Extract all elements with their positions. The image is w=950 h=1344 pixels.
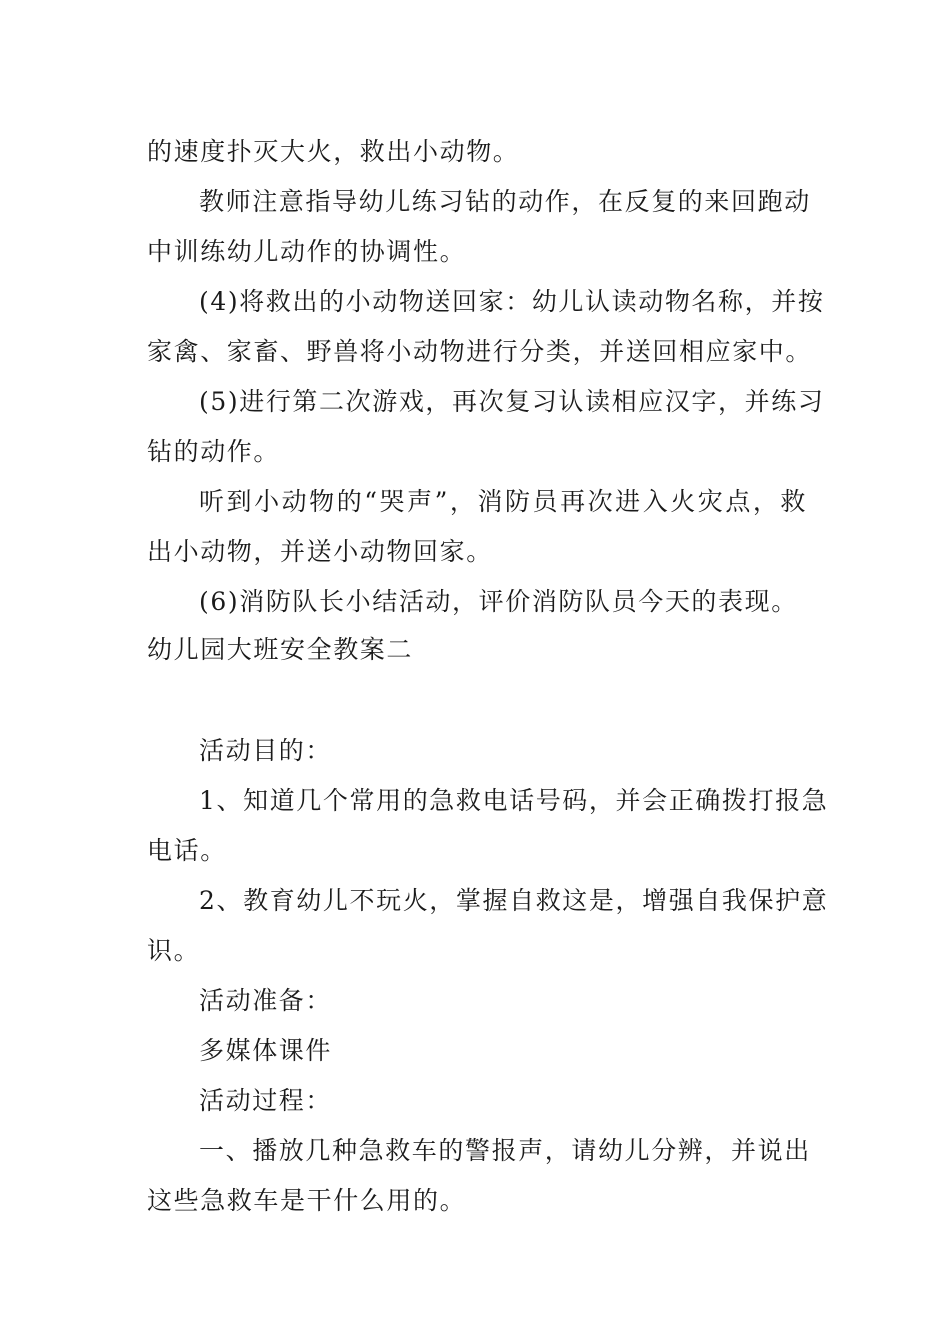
- text-line: 一、播放几种急救车的警报声，请幼儿分辨，并说出: [199, 1136, 811, 1165]
- text-line: 活动过程：: [199, 1086, 333, 1115]
- text-line: (6)消防队长小结活动，评价消防队员今天的表现。: [199, 587, 798, 616]
- text-line: 1、知道几个常用的急救电话号码，并会正确拨打报急: [199, 786, 829, 815]
- text-line: 这些急救车是干什么用的。: [147, 1186, 467, 1215]
- text-line: (4)将救出的小动物送回家：幼儿认读动物名称，并按: [199, 287, 825, 316]
- text-line: 的速度扑灭大火，救出小动物。: [147, 137, 520, 166]
- text-line: 2、教育幼儿不玩火，掌握自救这是，增强自我保护意: [199, 886, 829, 915]
- section-heading: 幼儿园大班安全教案二: [147, 635, 414, 664]
- text-line: (5)进行第二次游戏，再次复习认读相应汉字，并练习: [199, 387, 825, 416]
- text-line: 活动准备：: [199, 986, 333, 1015]
- text-line: 听到小动物的“哭声”，消防员再次进入火灾点，救: [199, 487, 807, 516]
- text-line: 电话。: [147, 836, 227, 865]
- text-line: 钻的动作。: [147, 437, 281, 466]
- text-line: 出小动物，并送小动物回家。: [147, 537, 493, 566]
- text-line: 识。: [147, 936, 201, 965]
- text-line: 家禽、家畜、野兽将小动物进行分类，并送回相应家中。: [147, 337, 813, 366]
- text-line: 教师注意指导幼儿练习钻的动作，在反复的来回跑动: [199, 187, 811, 216]
- text-line: 多媒体课件: [199, 1036, 333, 1065]
- text-line: 活动目的：: [199, 736, 333, 765]
- text-line: 中训练幼儿动作的协调性。: [147, 237, 467, 266]
